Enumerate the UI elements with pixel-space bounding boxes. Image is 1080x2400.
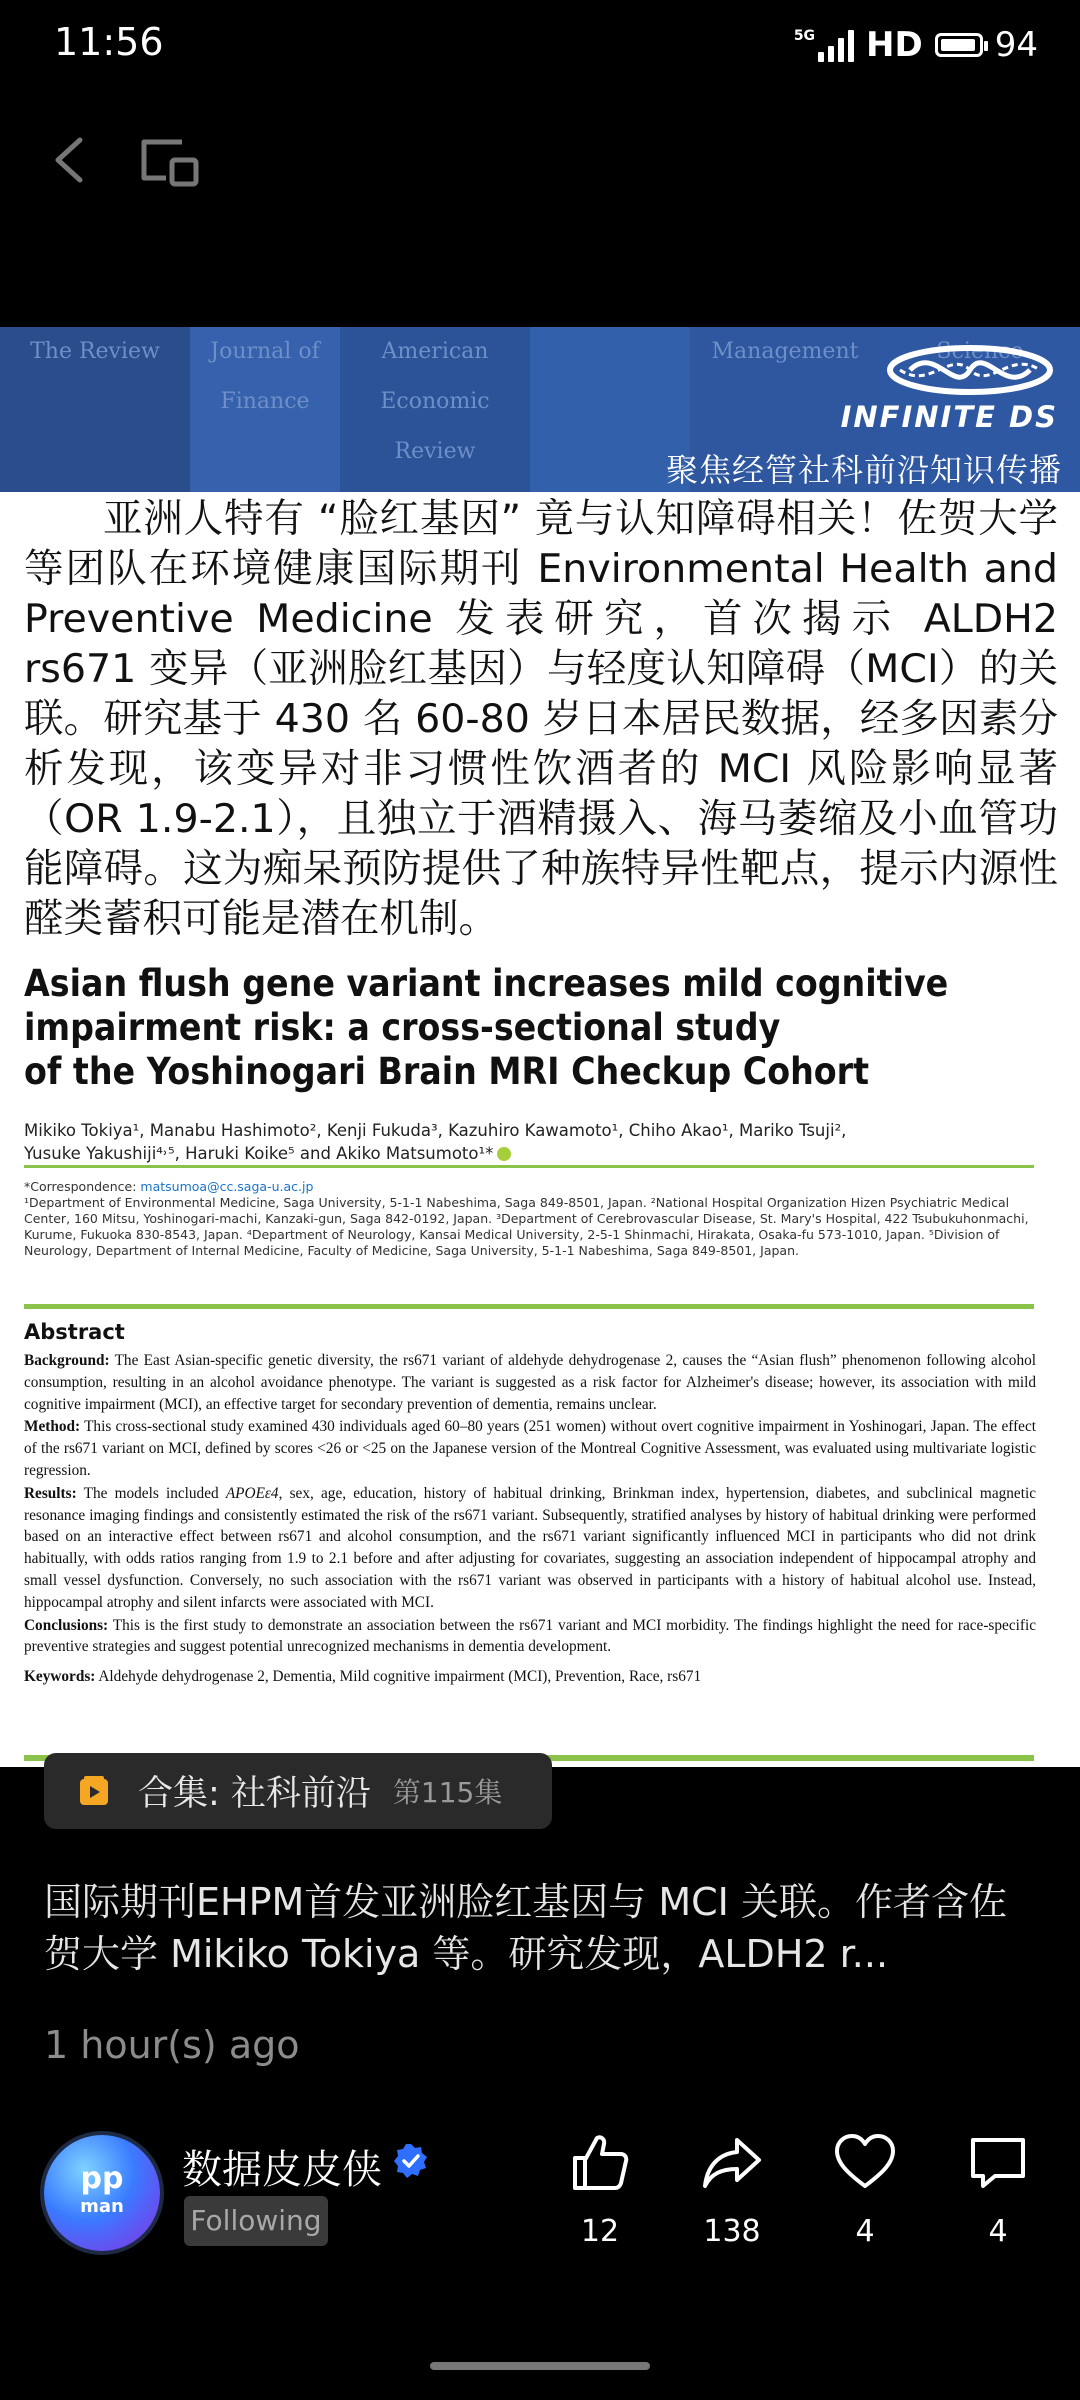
status-indicators <box>794 20 1038 70</box>
share-icon <box>699 2130 765 2196</box>
journal-banner <box>0 327 1080 492</box>
hd-indicator: HD <box>866 25 923 65</box>
abstract-heading: Abstract <box>24 1320 125 1344</box>
avatar-logo <box>44 2161 160 2221</box>
abstract-label: Method: <box>24 1418 81 1436</box>
paper-title-line: Asian flush gene variant increases mild cognitive <box>24 962 949 1005</box>
affiliations-text: ¹Department of Environmental Medicine, Saga University, 5-1-1 Nabeshima, Saga 849-8501, Japan. ²National Hospital Organization Hizen Psychiatric Medical Center, 160 Mitsu, Yoshinogari-machi, Kanzaki-gun, Saga 842-0192, Japan. ³Department of Cerebrovascular Disease, St. Mary's Hospital, 422 Tsubukuhonmachi, Kurume, Fukuoka 830-8543, Japan. ⁴Department of Neurology, Kansai Medical University, 2-5-1 Shinmachi, Hirakata, Osaka-fu 573-1010, Japan. ⁵Division of Neurology, Department of Internal Medicine, Faculty of Medicine, Saga University, 5-1-1 Nabeshima, Saga 849-8501, Japan. <box>24 1195 1029 1258</box>
paper-title-line: of the Yoshinogari Brain MRI Checkup Cohort <box>24 1050 870 1093</box>
home-indicator[interactable] <box>430 2362 650 2370</box>
abstract-results-pre: The models included <box>76 1484 226 1502</box>
abstract-label: Keywords: <box>24 1668 96 1686</box>
collection-chip[interactable] <box>44 1753 552 1829</box>
abstract-label: Conclusions: <box>24 1616 109 1634</box>
authors-line: Mikiko Tokiya¹, Manabu Hashimoto², Kenji Fukuda³, Kazuhiro Kawamoto¹, Chiho Akao¹, Mariko Tsuji², <box>24 1121 847 1140</box>
picture-in-picture-button[interactable] <box>130 120 210 200</box>
comment-icon <box>965 2130 1031 2196</box>
correspondence-label: *Correspondence: <box>24 1179 141 1194</box>
paper-title <box>24 962 1054 1094</box>
abstract-results: , sex, age, education, history of habitual drinking, Brinkman index, hypertension, diabetes, and subclinical magnetic resonance imaging findings and consistently estimated the risk of the rs671 variant. Subsequently, stratified analyses by history of habitual drinking were performed based on an interactive effect between rs671 and alcohol consumption, and the rs671 variant significantly influenced MCI in participants who did not drink habitually, with odds ratios ranging from 1.9 to 2.1 before and after adjusting for covariates, suggesting an association independent of hippocampal atrophy and small vessel dysfunction. Conversely, no such association with the rs671 variant was observed in participants with a history of habitual alcohol use. Instead, hippocampal atrophy and silent infarcts were associated with MCI. <box>24 1484 1036 1611</box>
battery-level: 94 <box>994 25 1038 65</box>
comment-button[interactable] <box>948 2130 1048 2249</box>
banner-tile: Science <box>880 327 1080 492</box>
back-button[interactable] <box>30 120 110 200</box>
like-count: 12 <box>580 2214 620 2249</box>
abstract-body <box>24 1350 1036 1689</box>
abstract-method: This cross-sectional study examined 430 individuals aged 60–80 years (251 women) without overt cognitive impairment in Yoshinogari, Japan. The effect of the rs671 variant on MCI, defined by scores <26 or <25 on the Japanese version of the Montreal Cognitive Assessment, was evaluated using multivariate logistic regression. <box>24 1418 1036 1479</box>
paper-title-line: impairment risk: a cross-sectional study <box>24 1006 781 1049</box>
brand-name: INFINITE DS <box>840 400 1058 434</box>
banner-tile: The Review <box>0 327 190 492</box>
abstract-label: Background: <box>24 1352 110 1369</box>
author-name[interactable]: 数据皮皮侠 <box>182 2147 382 2193</box>
share-count: 138 <box>703 2214 761 2249</box>
avatar-text: pp <box>80 2161 124 2196</box>
playlist-icon <box>78 1775 110 1807</box>
status-time: 11:56 <box>54 20 164 64</box>
like-button[interactable] <box>550 2130 650 2249</box>
banner-tile: Management <box>690 327 880 492</box>
thumbs-up-icon <box>567 2130 633 2196</box>
comment-count: 4 <box>988 2214 1008 2249</box>
post-description[interactable]: 国际期刊EHPM首发亚洲脸红基因与 MCI 关联。作者含佐贺大学 Mikiko Tokiya 等。研究发现，ALDH2 r... <box>44 1880 1007 1976</box>
authors-line: Yusuke Yakushiji⁴˒⁵, Haruki Koike⁵ and Akiko Matsumoto¹* <box>24 1144 494 1163</box>
heart-icon <box>832 2130 898 2196</box>
infinity-logo <box>880 335 1060 405</box>
paper-authors <box>24 1119 1054 1165</box>
network-type: 5G <box>793 28 816 44</box>
correspondence-email[interactable]: matsumoa@cc.saga-u.ac.jp <box>140 1179 314 1194</box>
favorite-button[interactable] <box>815 2130 915 2249</box>
following-button[interactable]: Following <box>184 2196 328 2246</box>
divider <box>24 1304 1034 1309</box>
picture-in-picture-icon <box>130 120 210 200</box>
avatar-subtext: man <box>80 2196 124 2217</box>
paper-affiliations <box>24 1179 1054 1259</box>
orcid-icon <box>497 1147 511 1161</box>
avatar[interactable] <box>44 2135 160 2251</box>
gene-name: APOEε4 <box>225 1484 279 1502</box>
divider <box>24 1165 1034 1168</box>
abstract-background: The East Asian-specific genetic diversity, the rs671 variant of aldehyde dehydrogenase 2, causes the “Asian flush” phenomenon following alcohol consumption, resulting in an alcohol avoidance phenotype. The variant is suggested as a risk factor for Alzheimer's disease; however, its association with mild cognitive impairment (MCI), an effective target for secondary prevention of dementia, remains unclear. <box>24 1352 1036 1413</box>
favorite-count: 4 <box>855 2214 875 2249</box>
share-button[interactable] <box>682 2130 782 2249</box>
abstract-keywords: Aldehyde dehydrogenase 2, Dementia, Mild cognitive impairment (MCI), Prevention, Race, rs671 <box>95 1668 702 1686</box>
brand-tagline: 聚焦经管社科前沿知识传播 <box>665 451 1062 489</box>
collection-count: 第115集 <box>392 1776 503 1809</box>
abstract-conclusions: This is the first study to demonstrate an association between the rs671 variant and MCI morbidity. The findings highlight the need for race-specific preventive strategies and suggest potential unrecognized mechanisms in dementia development. <box>24 1616 1036 1656</box>
chinese-summary: 亚洲人特有 “脸红基因” 竟与认知障碍相关！佐贺大学等团队在环境健康国际期刊 Environmental Health and Preventive Medicine 发表研究，首次揭示 ALDH2 rs671 变异（亚洲脸红基因）与轻度认知障碍（MCI）的关联。研究基于 430 名 60-80 岁日本居民数据，经多因素分析发现，该变异对非习惯性饮酒者的 MCI 风险影响显著（OR 1.9-2.1），且独立于酒精摄入、海马萎缩及小血管功能障碍。这为痴呆预防提供了种族特异性靶点，提示内源性醛类蓄积可能是潜在机制。 <box>24 496 1058 942</box>
banner-tile: Journal of Finance <box>190 327 340 492</box>
battery-icon <box>935 33 983 57</box>
article-image[interactable] <box>0 327 1080 1767</box>
post-timestamp: 1 hour(s) ago <box>44 2023 300 2067</box>
collection-label: 合集: 社科前沿 <box>138 1774 371 1814</box>
banner-tile: American Economic Review <box>340 327 530 492</box>
verified-icon <box>392 2142 430 2180</box>
abstract-label: Results: <box>24 1484 77 1502</box>
signal-icon <box>794 28 854 62</box>
chevron-left-icon <box>30 120 110 200</box>
